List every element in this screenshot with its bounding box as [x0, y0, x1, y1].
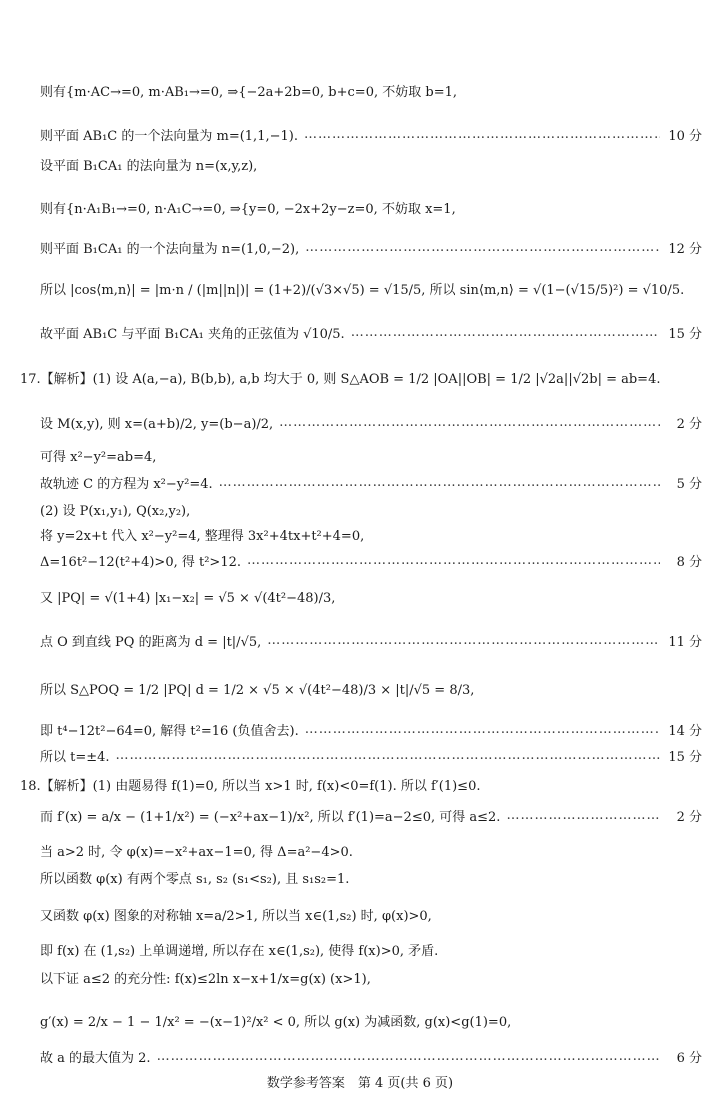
- leader-dots: [305, 722, 660, 737]
- text-line: [0, 365, 720, 389]
- text-line: [0, 584, 720, 608]
- text-line: [0, 902, 720, 926]
- line-text: 又函数 φ(x) 图象的对称轴 x=a/2>1, 所以当 x∈(1,s₂) 时, φ(x)>0,: [40, 908, 432, 924]
- line-text: 18.【解析】(1) 由题易得 f(1)=0, 所以当 x>1 时, f(x)<0=f(1). 所以 f′(1)≤0.: [20, 778, 481, 794]
- line-text: 即 t⁴−12t²−64=0, 解得 t²=16 (负值舍去).: [40, 723, 299, 739]
- line-text: 故 a 的最大值为 2.: [40, 1050, 151, 1066]
- line-text: 所以 S△POQ = 1/2 |PQ| d = 1/2 × √5 × √(4t²−48)/3 × |t|/√5 = 8/3,: [40, 682, 475, 698]
- score-label: 5 分: [676, 476, 702, 492]
- line-text: 又 |PQ| = √(1+4) |x₁−x₂| = √5 × √(4t²−48)/3,: [40, 590, 336, 606]
- line-text: 则有{n·A₁B₁→=0, n·A₁C→=0, ⇒{y=0, −2x+2y−z=0, 不妨取 x=1,: [40, 201, 456, 217]
- text-line: [0, 470, 720, 494]
- line-text: 可得 x²−y²=ab=4,: [40, 449, 157, 465]
- line-text: 则平面 AB₁C 的一个法向量为 m=(1,1,−1).: [40, 128, 298, 144]
- leader-dots: [247, 553, 660, 568]
- line-text: 故轨迹 C 的方程为 x²−y²=4.: [40, 476, 213, 492]
- leader-dots: [157, 1049, 660, 1064]
- text-line: [0, 320, 720, 344]
- text-line: [0, 410, 720, 434]
- leader-dots: [219, 475, 660, 490]
- text-line: [0, 195, 720, 219]
- score-label: 15 分: [668, 326, 702, 342]
- leader-dots: [116, 748, 660, 763]
- leader-dots: [506, 808, 660, 823]
- line-text: 则有{m·AC→=0, m·AB₁→=0, ⇒{−2a+2b=0, b+c=0, 不妨取 b=1,: [40, 84, 457, 100]
- leader-dots: [304, 127, 660, 142]
- text-line: [0, 772, 720, 796]
- leader-dots: [279, 415, 660, 430]
- line-text: 当 a>2 时, 令 φ(x)=−x²+ax−1=0, 得 Δ=a²−4>0.: [40, 844, 353, 860]
- line-text: 将 y=2x+t 代入 x²−y²=4, 整理得 3x²+4tx+t²+4=0,: [40, 528, 365, 544]
- line-text: (2) 设 P(x₁,y₁), Q(x₂,y₂),: [40, 503, 191, 519]
- leader-dots: [351, 325, 660, 340]
- line-text: 以下证 a≤2 的充分性: f(x)≤2ln x−x+1/x=g(x) (x>1),: [40, 971, 371, 987]
- leader-dots: [305, 240, 660, 255]
- text-line: [0, 743, 720, 767]
- score-label: 15 分: [668, 749, 702, 765]
- text-line: [0, 628, 720, 652]
- line-text: 所以函数 φ(x) 有两个零点 s₁, s₂ (s₁<s₂), 且 s₁s₂=1.: [40, 871, 350, 887]
- text-line: [0, 548, 720, 572]
- line-text: 所以 |cos⟨m,n⟩| = |m·n / (|m||n|)| = (1+2)/(√3×√5) = √15/5, 所以 sin⟨m,n⟩ = √(1−(√15/5)²) = √10/5.: [40, 282, 685, 298]
- score-label: 14 分: [668, 723, 702, 739]
- text-line: [0, 803, 720, 827]
- text-line: [0, 443, 720, 467]
- score-label: 2 分: [676, 416, 702, 432]
- text-line: [0, 965, 720, 989]
- line-text: 17.【解析】(1) 设 A(a,−a), B(b,b), a,b 均大于 0, 则 S△AOB = 1/2 |OA||OB| = 1/2 |√2a||√2b| = ab=4.: [20, 371, 661, 387]
- score-label: 8 分: [676, 554, 702, 570]
- text-line: [0, 235, 720, 259]
- page-footer: 数学参考答案 第 4 页(共 6 页): [266, 1076, 454, 1091]
- line-text: 设平面 B₁CA₁ 的法向量为 n=(x,y,z),: [40, 158, 258, 174]
- score-label: 10 分: [668, 128, 702, 144]
- score-label: 2 分: [676, 809, 702, 825]
- text-line: [0, 276, 720, 300]
- leader-dots: [267, 633, 660, 648]
- text-line: [0, 152, 720, 176]
- text-line: [0, 497, 720, 521]
- score-label: 6 分: [676, 1050, 702, 1066]
- score-label: 11 分: [668, 634, 702, 650]
- text-line: [0, 838, 720, 862]
- text-line: [0, 78, 720, 102]
- line-text: 即 f(x) 在 (1,s₂) 上单调递增, 所以存在 x∈(1,s₂), 使得 f(x)>0, 矛盾.: [40, 943, 439, 959]
- line-text: 而 f′(x) = a/x − (1+1/x²) = (−x²+ax−1)/x², 所以 f′(1)=a−2≤0, 可得 a≤2.: [40, 809, 501, 825]
- text-line: [0, 122, 720, 146]
- line-text: Δ=16t²−12(t²+4)>0, 得 t²>12.: [40, 554, 241, 570]
- line-text: g′(x) = 2/x − 1 − 1/x² = −(x−1)²/x² < 0, 所以 g(x) 为减函数, g(x)<g(1)=0,: [40, 1014, 512, 1030]
- text-line: [0, 676, 720, 700]
- line-text: 所以 t=±4.: [40, 749, 110, 765]
- score-label: 12 分: [668, 241, 702, 257]
- line-text: 则平面 B₁CA₁ 的一个法向量为 n=(1,0,−2),: [40, 241, 300, 257]
- text-line: [0, 522, 720, 546]
- line-text: 故平面 AB₁C 与平面 B₁CA₁ 夹角的正弦值为 √10/5.: [40, 326, 345, 342]
- line-text: 点 O 到直线 PQ 的距离为 d = |t|/√5,: [40, 634, 262, 650]
- text-line: [0, 1044, 720, 1068]
- text-line: [0, 937, 720, 961]
- text-line: [0, 865, 720, 889]
- line-text: 设 M(x,y), 则 x=(a+b)/2, y=(b−a)/2,: [40, 416, 274, 432]
- text-line: [0, 1008, 720, 1032]
- text-line: [0, 717, 720, 741]
